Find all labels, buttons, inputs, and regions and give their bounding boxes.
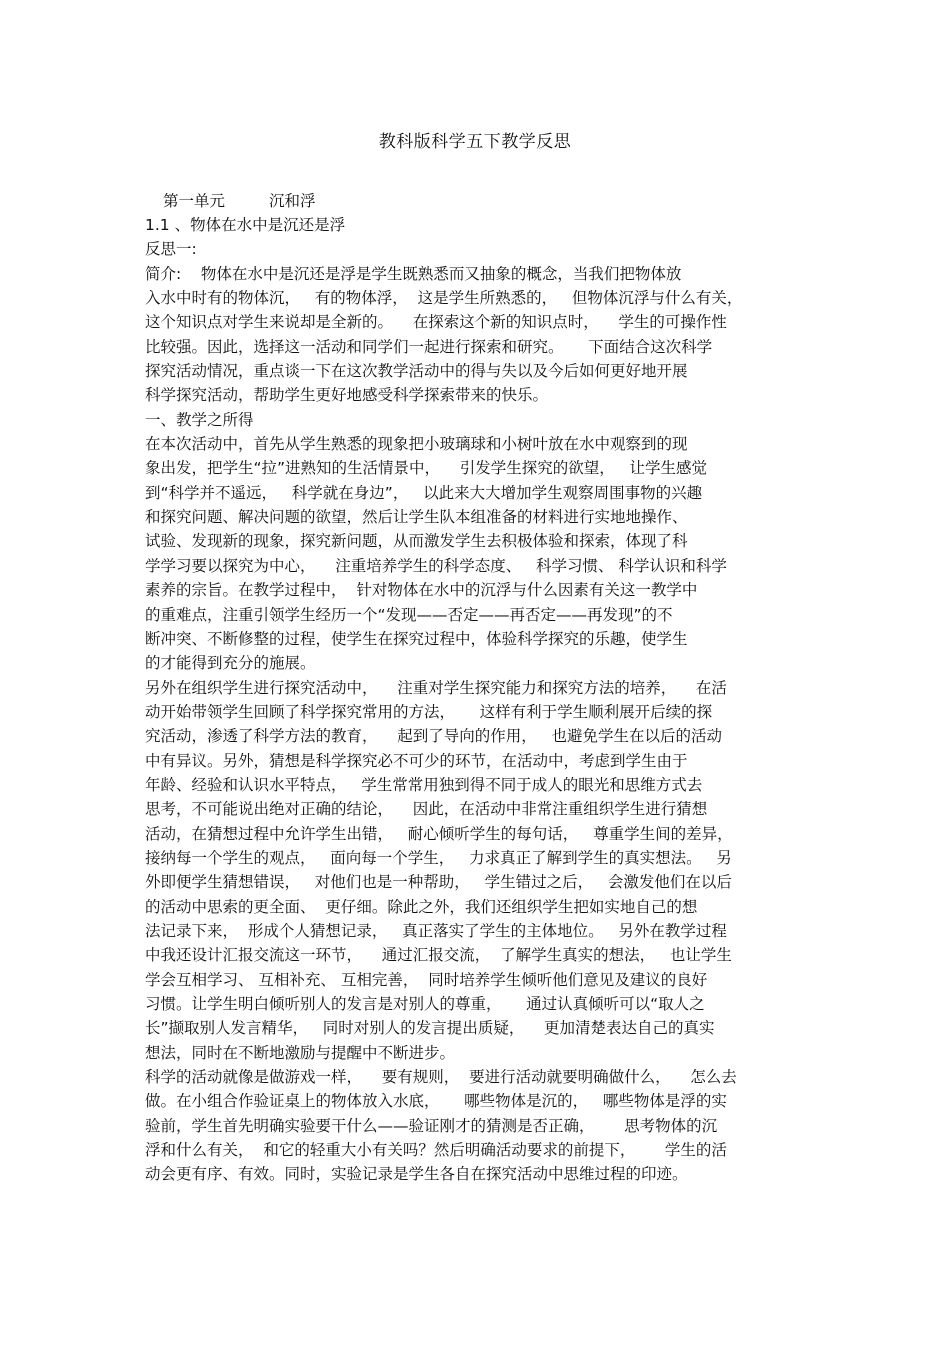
text-line: 动会更有序、有效。同时，实验记录是学生各自在探究活动中思维过程的印迹。 [145, 1165, 688, 1184]
unit-heading [163, 189, 316, 213]
text-line: 学学习要以探究为中心， 注重培养学生的科学态度、 科学习惯、 科学认识和科学 [145, 556, 727, 575]
text-line: 活动，在猜想过程中允许学生出错， 耐心倾听学生的每句话， 尊重学生间的差异， [145, 824, 733, 843]
text-line: 年龄、经验和认识水平特点， 学生常常用独到得不同于成人的眼光和思维方式去 [145, 775, 703, 794]
text-line: 中我还设计汇报交流这一环节， 通过汇报交流， 了解学生真实的想法， 也让学生 [145, 946, 732, 965]
text-line: 试验、发现新的现象，探究新问题，从而激发学生去积极体验和探索，体现了科 [145, 532, 688, 551]
text-line: 象出发，把学生“拉”进熟知的生活情景中， 引发学生探究的欲望， 让学生感觉 [145, 459, 708, 478]
text-line: 反思一: [145, 240, 197, 259]
text-line: 比较强。因此，选择这一活动和同学们一起进行探索和研究。 下面结合这次科学 [145, 337, 713, 356]
text-line: 法记录下来， 形成个人猜想记录， 真正落实了学生的主体地位。 另外在教学过程 [145, 921, 727, 940]
text-line: 这个知识点对学生来说却是全新的。 在探索这个新的知识点时， 学生的可操作性 [145, 313, 727, 332]
document-title: 教科版科学五下教学反思 [378, 132, 572, 152]
text-line: 入水中时有的物体沉， 有的物体浮， 这是学生所熟悉的， 但物体沉浮与什么有关， [145, 289, 743, 308]
text-line: 验前，学生首先明确实验要干什么——验证刚才的猜测是否正确， 思考物体的沉 [145, 1116, 718, 1135]
unit-name: 沉和浮 [269, 192, 316, 210]
text-line: 学会互相学习、 互相补充、 互相完善， 同时培养学生倾听他们意见及建议的良好 [145, 970, 708, 989]
text-line: 科学的活动就像是做游戏一样， 要有规则， 要进行活动就要明确做什么， 怎么去 [145, 1068, 737, 1087]
text-line: 素养的宗旨。在教学过程中， 针对物体在水中的沉浮与什么因素有关这一教学中 [145, 581, 698, 600]
text-line: 和探究问题、解决问题的欲望，然后让学生队本组准备的材料进行实地地操作、 [145, 508, 688, 527]
text-line: 断冲突、不断修整的过程，使学生在探究过程中，体验科学探究的乐趣，使学生 [145, 629, 688, 648]
unit-label: 第一单元 [163, 192, 226, 210]
text-line: 外即便学生猜想错误， 对他们也是一种帮助， 学生错过之后， 会激发他们在以后 [145, 873, 732, 892]
text-line: 做。在小组合作验证桌上的物体放入水底， 哪些物体是沉的， 哪些物体是浮的实 [145, 1092, 727, 1111]
text-line: 接纳每一个学生的观点， 面向每一个学生， 力求真正了解到学生的真实想法。 另 [145, 848, 732, 867]
text-line: 到“科学并不遥远， 科学就在身边”， 以此来大大增加学生观察周围事物的兴趣 [145, 483, 703, 502]
text-line: 中有异议。另外，猜想是科学探究必不可少的环节，在活动中，考虑到学生由于 [145, 751, 688, 770]
text-line: 简介: 物体在水中是沉还是浮是学生既熟悉而又抽象的概念，当我们把物体放 [145, 264, 682, 283]
text-line: 浮和什么有关， 和它的轻重大小有关吗？然后明确活动要求的前提下， 学生的活 [145, 1141, 727, 1160]
text-line: 习惯。让学生明白倾听别人的发言是对别人的尊重， 通过认真倾听可以“取人之 [145, 995, 705, 1013]
text-line: 在本次活动中，首先从学生熟悉的现象把小玻璃球和小树叶放在水中观察到的现 [145, 435, 688, 454]
text-line: 一、教学之所得 [145, 410, 254, 429]
text-line: 的才能得到充分的施展。 [145, 654, 316, 673]
text-line: 的重难点，注重引领学生经历一个“发现——否定——再否定——再发现”的不 [145, 605, 673, 624]
text-line: 1.1 、物体在水中是沉还是浮 [145, 216, 346, 234]
text-line: 长”撷取别人发言精华， 同时对别人的发言提出质疑， 更加清楚表达自己的真实 [145, 1019, 715, 1038]
text-line: 思考，不可能说出绝对正确的结论， 因此，在活动中非常注重组织学生进行猜想 [145, 800, 708, 819]
text-line: 科学探究活动，帮助学生更好地感受科学探索带来的快乐。 [145, 386, 549, 405]
text-line: 另外在组织学生进行探究活动中， 注重对学生探究能力和探究方法的培养， 在活 [145, 678, 727, 697]
text-line: 的活动中思索的更全面、 更仔细。除此之外，我们还组织学生把如实地自己的想 [145, 897, 698, 916]
document-body [145, 213, 815, 1187]
text-line: 动开始带领学生回顾了科学探究常用的方法， 这样有利于学生顺利展开后续的探 [145, 702, 713, 721]
text-line: 想法，同时在不断地激励与提醒中不断进步。 [145, 1043, 456, 1062]
text-line: 究活动，渗透了科学方法的教育， 起到了导向的作用， 也避免学生在以后的活动 [145, 727, 722, 746]
text-line: 探究活动情况，重点谈一下在这次教学活动中的得与失以及今后如何更好地开展 [145, 362, 688, 381]
